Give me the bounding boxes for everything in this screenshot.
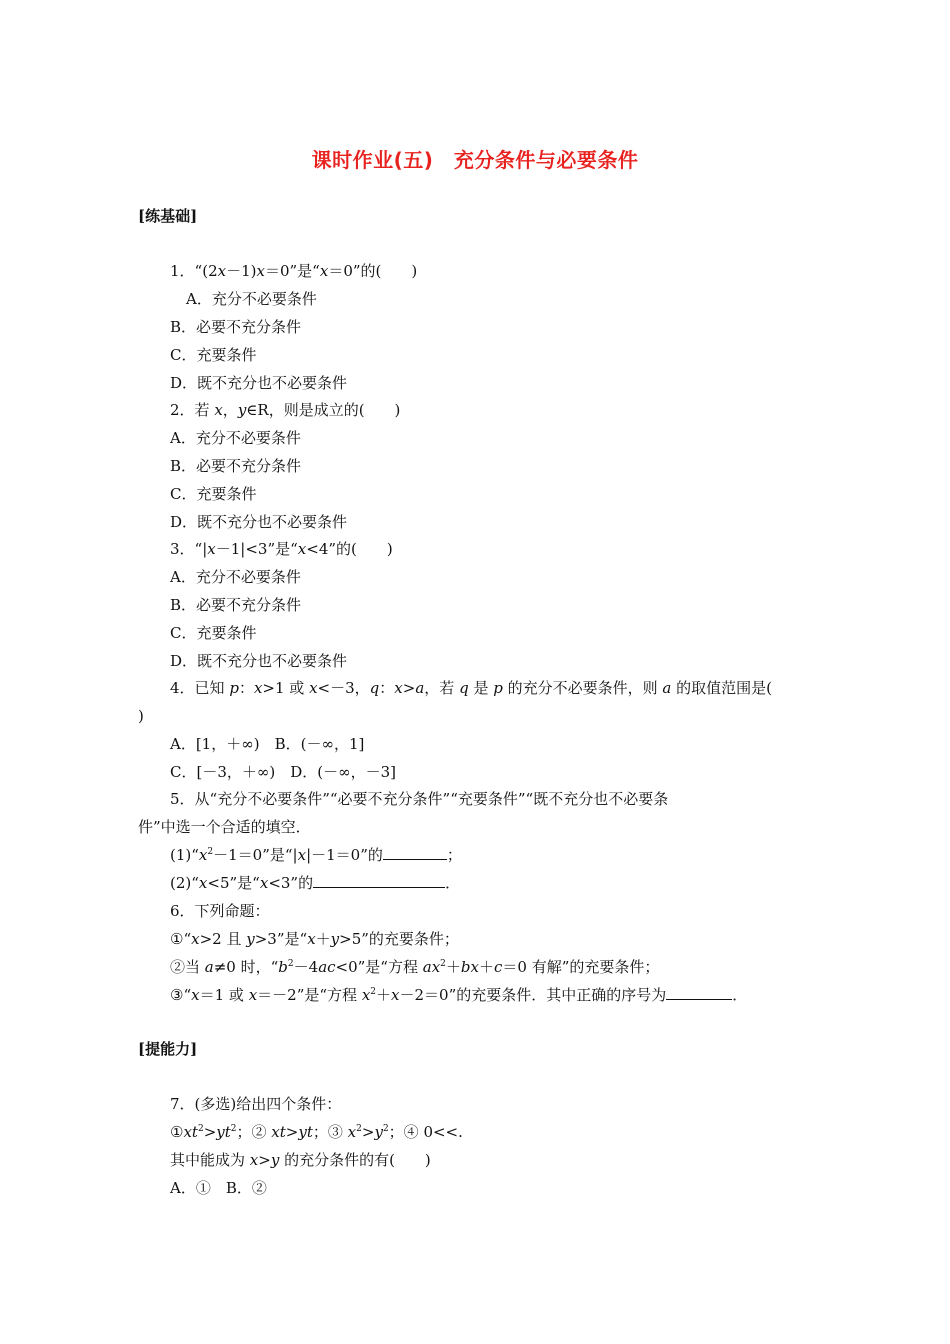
q6-text: >3”是“ xyxy=(254,930,308,948)
q6-var: b xyxy=(278,958,288,976)
q1-option-a: A．充分不必要条件 xyxy=(186,290,317,308)
page-title: 课时作业(五) 充分条件与必要条件 xyxy=(311,148,639,172)
q4-text: 已知 xyxy=(194,679,230,697)
q6-var: x xyxy=(361,986,371,1004)
q7-text: > xyxy=(203,1123,217,1141)
q7-question xyxy=(170,1150,431,1170)
q4-text: 的取值范围是( xyxy=(671,679,772,697)
q3-var: x xyxy=(297,540,307,558)
q6-var: x xyxy=(248,986,258,1004)
q4-text: > xyxy=(402,679,416,697)
q6-var: bx xyxy=(460,958,479,976)
q4-var: a xyxy=(662,679,672,697)
superscript: 2 xyxy=(287,959,294,969)
q3-text: <4”的( ) xyxy=(306,540,393,558)
q6-text: ＋ xyxy=(376,986,392,1004)
q5-continuation: 件”中选一个合适的填空． xyxy=(138,818,311,836)
q4-text: ： xyxy=(238,679,254,697)
superscript: 2 xyxy=(370,987,377,997)
q5-var: x xyxy=(198,874,208,892)
q1-var: x xyxy=(256,262,265,280)
superscript: 2 xyxy=(440,959,446,969)
q4-text: ，若 xyxy=(424,679,460,697)
q6-text: <0”是“方程 xyxy=(335,958,423,976)
q1-option-d: D．既不充分也不必要条件 xyxy=(170,374,348,392)
q6-var: x xyxy=(191,930,200,948)
q5-text: ． xyxy=(445,874,461,892)
superscript: 2 xyxy=(356,1124,362,1134)
answer-blank[interactable] xyxy=(383,846,447,860)
q7-var: x xyxy=(249,1151,259,1169)
q4-var: x xyxy=(309,679,318,697)
answer-blank[interactable] xyxy=(666,986,732,1000)
q5-var: x xyxy=(259,874,269,892)
q3-option-b: B．必要不充分条件 xyxy=(170,596,302,614)
q2-var: x xyxy=(214,401,223,419)
q6-text: ②当 xyxy=(170,958,205,976)
q7-options: A．① B．② xyxy=(170,1179,267,1197)
q1-text: ＝0”的( ) xyxy=(328,262,418,280)
q7-conditions xyxy=(170,1122,463,1142)
q1-text: “(2 xyxy=(194,262,218,280)
q6-var: y xyxy=(330,930,340,948)
q1-var: x xyxy=(319,262,329,280)
q4-var: p xyxy=(493,679,503,697)
question-2 xyxy=(170,400,400,420)
q3-text: “| xyxy=(194,540,208,558)
q2-var: y xyxy=(237,401,247,419)
question-3 xyxy=(170,539,393,559)
question-7 xyxy=(170,1094,341,1114)
q7-var: x xyxy=(347,1123,357,1141)
q6-item-3 xyxy=(170,985,747,1005)
q5-var: x xyxy=(198,846,208,864)
question-4 xyxy=(170,678,772,698)
q6-text: ③“ xyxy=(170,986,192,1004)
q6-text: －2＝0”的充要条件．其中正确的序号为 xyxy=(399,986,667,1004)
q4-number: 4． xyxy=(170,679,195,697)
q1-option-b: B．必要不充分条件 xyxy=(170,318,302,336)
superscript: 2 xyxy=(382,1124,389,1134)
q6-number: 6． xyxy=(170,902,195,920)
q2-option-b: B．必要不充分条件 xyxy=(170,457,302,475)
question-1 xyxy=(170,261,417,281)
q6-var: x xyxy=(307,930,316,948)
q5-text: ； xyxy=(446,846,462,864)
q6-text: ＋ xyxy=(315,930,331,948)
q5-text: 从“充分不必要条件”“必要不充分条件”“充要条件”“既不充分也不必要条 xyxy=(194,790,669,808)
superscript: 2 xyxy=(197,1124,204,1134)
q6-text: >2 且 xyxy=(199,930,247,948)
q7-text: 的充分条件的有( ) xyxy=(279,1151,431,1169)
q3-text: －1|<3”是“ xyxy=(215,540,298,558)
q7-var: xt xyxy=(183,1123,198,1141)
answer-blank[interactable] xyxy=(313,874,445,888)
q4-var: p xyxy=(229,679,239,697)
q7-var: y xyxy=(270,1151,280,1169)
q5-sub-1 xyxy=(170,845,462,865)
q6-text: －4 xyxy=(293,958,319,976)
q4-continuation: ) xyxy=(138,707,144,725)
q2-text: ∈R，则是成立的( ) xyxy=(246,401,401,419)
q5-text: －1＝0”是“| xyxy=(213,846,298,864)
q6-var: c xyxy=(493,958,503,976)
q6-text: ＝0 有解”的充要条件； xyxy=(502,958,660,976)
q7-text: ① xyxy=(170,1123,184,1141)
q5-number: 5． xyxy=(170,790,195,808)
q4-text: <－3， xyxy=(317,679,370,697)
q7-text: > xyxy=(285,1123,299,1141)
q6-text: ＝－2”是“方程 xyxy=(257,986,362,1004)
q7-var: yt xyxy=(298,1123,313,1141)
q5-sub-2 xyxy=(170,873,460,893)
q1-option-c: C．充要条件 xyxy=(170,346,257,364)
q6-text: ≠0 时，“ xyxy=(213,958,279,976)
question-6 xyxy=(170,901,270,921)
q3-option-c: C．充要条件 xyxy=(170,624,257,642)
q3-option-a: A．充分不必要条件 xyxy=(170,568,301,586)
q7-number: 7． xyxy=(170,1095,195,1113)
q6-var: y xyxy=(246,930,255,948)
q5-text: (1)“ xyxy=(170,846,199,864)
q4-text: 的充分不必要条件，则 xyxy=(502,679,663,697)
q3-option-d: D．既不充分也不必要条件 xyxy=(170,652,348,670)
q6-item-2 xyxy=(170,957,659,977)
q2-option-c: C．充要条件 xyxy=(170,485,257,503)
q4-options-cd: C．[－3，＋∞) D．(－∞，－3] xyxy=(170,763,396,781)
q5-var: x xyxy=(297,846,307,864)
q2-option-d: D．既不充分也不必要条件 xyxy=(170,513,348,531)
q6-text: 下列命题： xyxy=(194,902,270,920)
section-advanced: [提能力] xyxy=(138,1040,198,1058)
q1-number: 1． xyxy=(170,262,195,280)
q5-text: <5”是“ xyxy=(207,874,260,892)
q5-text: |－1＝0”的 xyxy=(306,846,383,864)
q7-text: ；② xyxy=(236,1123,272,1141)
q7-var: xt xyxy=(271,1123,286,1141)
q7-text: > xyxy=(258,1151,271,1169)
q4-text: 是 xyxy=(468,679,494,697)
question-5 xyxy=(170,789,668,809)
q1-var: x xyxy=(217,262,227,280)
q4-var: a xyxy=(415,679,425,697)
q4-options-ab: A．[1，＋∞) B．(－∞，1] xyxy=(170,735,365,753)
q2-text: 若 xyxy=(194,401,215,419)
q6-var: ax xyxy=(422,958,441,976)
q6-text: ＝1 或 xyxy=(199,986,249,1004)
q7-text: (多选)给出四个条件： xyxy=(194,1095,342,1113)
q6-text: >5”的充要条件； xyxy=(339,930,459,948)
q7-text: ；③ xyxy=(312,1123,348,1141)
q6-text: ． xyxy=(732,986,748,1004)
q2-text: ， xyxy=(222,401,238,419)
q4-var: x xyxy=(394,679,403,697)
q4-text: >1 或 xyxy=(262,679,310,697)
q6-text: ①“ xyxy=(170,930,192,948)
q2-option-a: A．充分不必要条件 xyxy=(170,429,301,447)
q2-number: 2． xyxy=(170,401,195,419)
q1-text: ＝0”是“ xyxy=(264,262,320,280)
superscript: 2 xyxy=(230,1124,237,1134)
q7-text: ；④ 0<<. xyxy=(388,1123,463,1141)
q6-text: ＋ xyxy=(445,958,461,976)
q3-number: 3． xyxy=(170,540,195,558)
superscript: 2 xyxy=(207,847,214,857)
q6-var: ac xyxy=(318,958,336,976)
section-basic: [练基础] xyxy=(138,207,198,225)
q5-text: <3”的 xyxy=(268,874,314,892)
q7-text: 其中能成为 xyxy=(170,1151,250,1169)
q4-var: q xyxy=(459,679,469,697)
q7-text: > xyxy=(361,1123,375,1141)
q5-text: (2)“ xyxy=(170,874,199,892)
q6-var: x xyxy=(391,986,400,1004)
q4-var: q xyxy=(369,679,380,697)
q6-var: a xyxy=(204,958,214,976)
q4-var: x xyxy=(253,679,263,697)
q6-var: x xyxy=(191,986,200,1004)
q1-text: －1) xyxy=(226,262,257,280)
q7-var: yt xyxy=(216,1123,231,1141)
q6-text: ＋ xyxy=(478,958,494,976)
q3-var: x xyxy=(207,540,216,558)
q7-var: y xyxy=(374,1123,383,1141)
q6-item-1 xyxy=(170,929,459,949)
q4-text: ： xyxy=(379,679,395,697)
